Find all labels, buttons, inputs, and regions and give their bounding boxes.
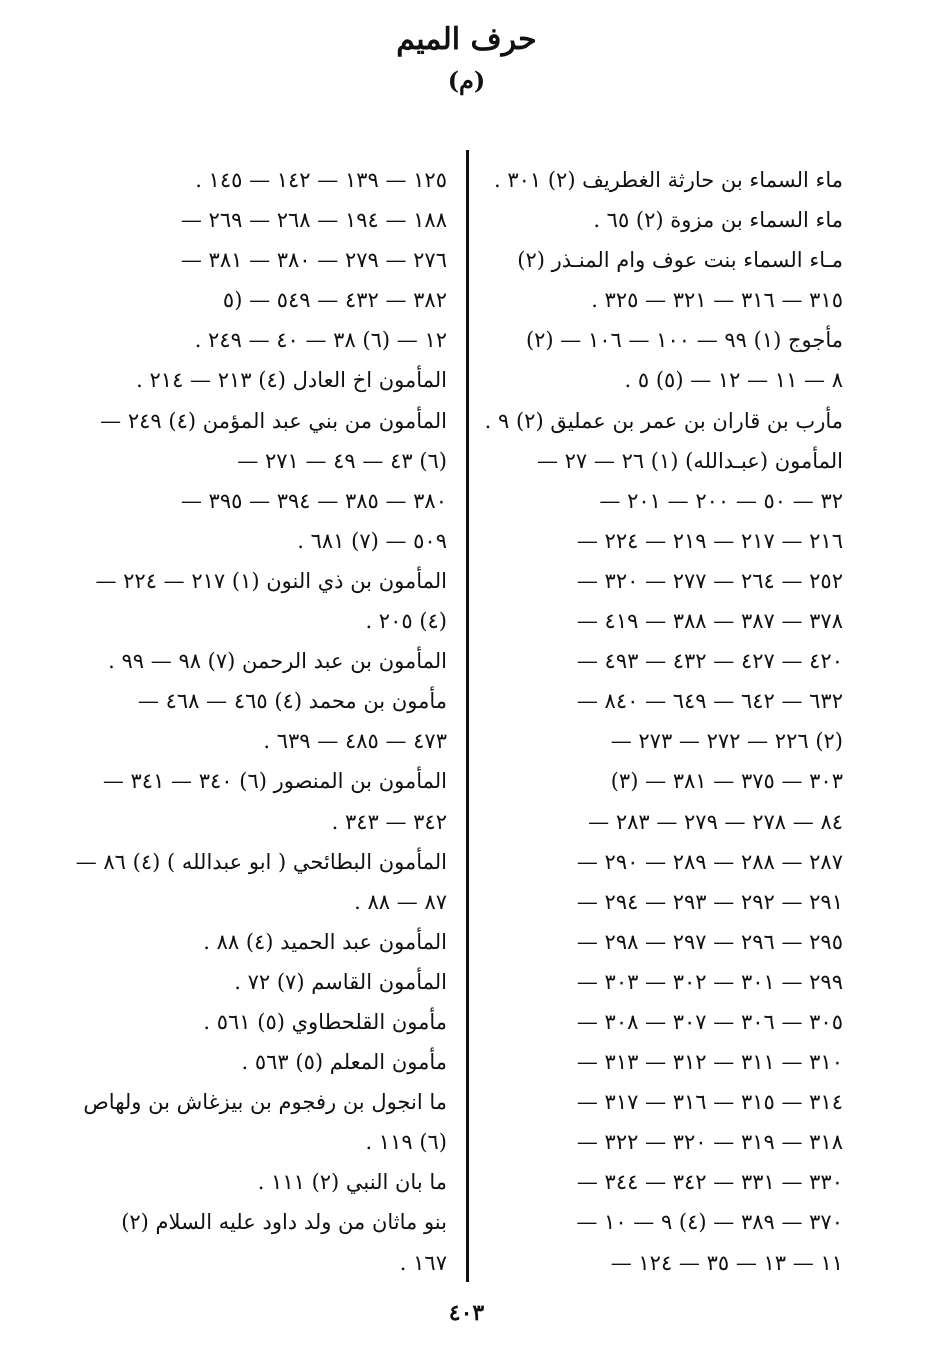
index-entry-line: ١١ — ١٣ — ٣٥ — ١٢٤ — <box>610 1250 843 1275</box>
index-entry-line: ١٢٥ — ١٣٩ — ١٤٢ — ١٤٥ . <box>195 168 447 192</box>
index-entry-line: ماء السماء بن مزوة (٢) ٦٥ . <box>593 208 843 233</box>
index-entry-line: المأمون القاسم (٧) ٧٢ . <box>234 969 447 994</box>
index-entry-line: ٢١٦ — ٢١٧ — ٢١٩ — ٢٢٤ — <box>576 528 843 553</box>
index-entry-line: ٣٨٠ — ٣٨٥ — ٣٩٤ — ٣٩٥ — <box>180 488 447 513</box>
index-entry-line: ٥٠٩ — (٧) ٦٨١ . <box>297 528 447 553</box>
index-entry-line: المأمون من بني عبد المؤمن (٤) ٢٤٩ — <box>100 408 447 433</box>
index-entry-line: ٨٧ — ٨٨ . <box>354 889 447 914</box>
index-entry-line: مـاء السماء بنت عوف وام المنـذر (٢) <box>517 248 843 273</box>
index-entry-line: المأمون بن المنصور (٦) ٣٤٠ — ٣٤١ — <box>102 769 447 794</box>
left-column <box>75 160 447 1283</box>
index-entry-line: ٣١٨ — ٣١٩ — ٣٢٠ — ٣٢٢ — <box>576 1130 843 1155</box>
index-entry-line: مأمون القلحطاوي (٥) ٥٦١ . <box>203 1009 447 1034</box>
index-entry-line: مأمون بن محمد (٤) ٤٦٥ — ٤٦٨ — <box>137 689 447 714</box>
index-entry-line: ٣٢ — ٥٠ — ٢٠٠ — ٢٠١ — <box>599 488 843 513</box>
index-entry-line: ٣٤٢ — ٣٤٣ . <box>331 809 447 834</box>
index-entry-line: ٣٨٢ — ٤٣٢ — ٥٤٩ — (٥ <box>222 288 447 313</box>
index-entry-line: ١٨٨ — ١٩٤ — ٢٦٨ — ٢٦٩ — <box>180 208 447 233</box>
index-entry-line: (٤) ٢٠٥ . <box>365 609 447 634</box>
column-divider <box>466 150 469 1282</box>
index-entry-line: ٨ — ١١ — ١٢ — (٥) ٥ . <box>624 368 843 393</box>
index-entry-line: ٣٧٨ — ٣٨٧ — ٣٨٨ — ٤١٩ — <box>576 609 843 634</box>
index-entry-line: ٣٠٥ — ٣٠٦ — ٣٠٧ — ٣٠٨ — <box>576 1009 843 1034</box>
index-entry-line: ما انجول بن رفجوم بن بيزغاش بن ولهاص <box>83 1090 447 1115</box>
index-entry-line: ١٢ — (٦) ٣٨ — ٤٠ — ٢٤٩ . <box>194 328 447 353</box>
index-entry-line: ٣٠٣ — ٣٧٥ — ٣٨١ — (٣) <box>610 769 843 794</box>
index-entry-line: المأمون بن ذي النون (١) ٢١٧ — ٢٢٤ — <box>95 568 447 593</box>
page-subtitle: (م) <box>447 66 486 95</box>
index-entry-line: ٣١٠ — ٣١١ — ٣١٢ — ٣١٣ — <box>576 1050 843 1075</box>
index-entry-line: ٨٤ — ٢٧٨ — ٢٧٩ — ٢٨٣ — <box>588 809 843 834</box>
index-entry-line: المأمون بن عبد الرحمن (٧) ٩٨ — ٩٩ . <box>108 649 447 674</box>
index-entry-line: ٢٧٦ — ٢٧٩ — ٣٨٠ — ٣٨١ — <box>180 248 447 273</box>
index-entry-line: ماء السماء بن حارثة الغطريف (٢) ٣٠١ . <box>493 168 843 192</box>
index-entry-line: ٢٩١ — ٢٩٢ — ٢٩٣ — ٢٩٤ — <box>576 889 843 914</box>
index-entry-line: ٦٣٢ — ٦٤٢ — ٦٤٩ — ٨٤٠ — <box>576 689 843 714</box>
index-entry-line: المأمون البطائحي ( ابو عبدالله ) (٤) ٨٦ — <box>75 849 447 874</box>
index-entry-line: ٢٨٧ — ٢٨٨ — ٢٨٩ — ٢٩٠ — <box>576 849 843 874</box>
index-entry-line: ٣١٤ — ٣١٥ — ٣١٦ — ٣١٧ — <box>576 1090 843 1115</box>
index-entry-line: ٣٣٠ — ٣٣١ — ٣٤٢ — ٣٤٤ — <box>576 1170 843 1195</box>
page-number: ٤٠٣ <box>448 1300 485 1326</box>
index-entry-line: (٦) ١١٩ . <box>365 1130 447 1155</box>
index-entry-line: (٢) ٢٢٦ — ٢٧٢ — ٢٧٣ — <box>610 729 843 754</box>
index-entry-line: ٣٧٠ — ٣٨٩ — (٤) ٩ — ١٠ — <box>576 1210 843 1235</box>
index-entry-line: (٦) ٤٣ — ٤٩ — ٢٧١ — <box>237 448 447 473</box>
index-entry-line: مأجوج (١) ٩٩ — ١٠٠ — ١٠٦ — (٢) <box>525 328 843 353</box>
page-title: حرف الميم <box>396 22 537 57</box>
index-entry-line: ٤٧٣ — ٤٨٥ — ٦٣٩ . <box>263 729 447 754</box>
index-entry-line: ما بان النبي (٢) ١١١ . <box>257 1170 447 1195</box>
index-entry-line: ٢٩٩ — ٣٠١ — ٣٠٢ — ٣٠٣ — <box>576 969 843 994</box>
index-entry-line: مأرب بن قاران بن عمر بن عمليق (٢) ٩ . <box>484 408 843 433</box>
index-entry-line: ١٦٧ . <box>399 1250 447 1275</box>
index-entry-line: ٣١٥ — ٣١٦ — ٣٢١ — ٣٢٥ . <box>591 288 843 313</box>
index-entry-line: المأمون اخ العادل (٤) ٢١٣ — ٢١٤ . <box>136 368 447 393</box>
index-entry-line: ٢٩٥ — ٢٩٦ — ٢٩٧ — ٢٩٨ — <box>576 929 843 954</box>
index-entry-line: المأمون (عبـدالله) (١) ٢٦ — ٢٧ — <box>536 448 843 473</box>
right-column <box>484 160 843 1283</box>
index-entry-line: بنو ماثان من ولد داود عليه السلام (٢) <box>121 1210 447 1235</box>
index-entry-line: مأمون المعلم (٥) ٥٦٣ . <box>241 1050 447 1075</box>
index-entry-line: ٤٢٠ — ٤٢٧ — ٤٣٢ — ٤٩٣ — <box>576 649 843 674</box>
index-entry-line: ٢٥٢ — ٢٦٤ — ٢٧٧ — ٣٢٠ — <box>576 568 843 593</box>
index-entry-line: المأمون عبد الحميد (٤) ٨٨ . <box>203 929 447 954</box>
